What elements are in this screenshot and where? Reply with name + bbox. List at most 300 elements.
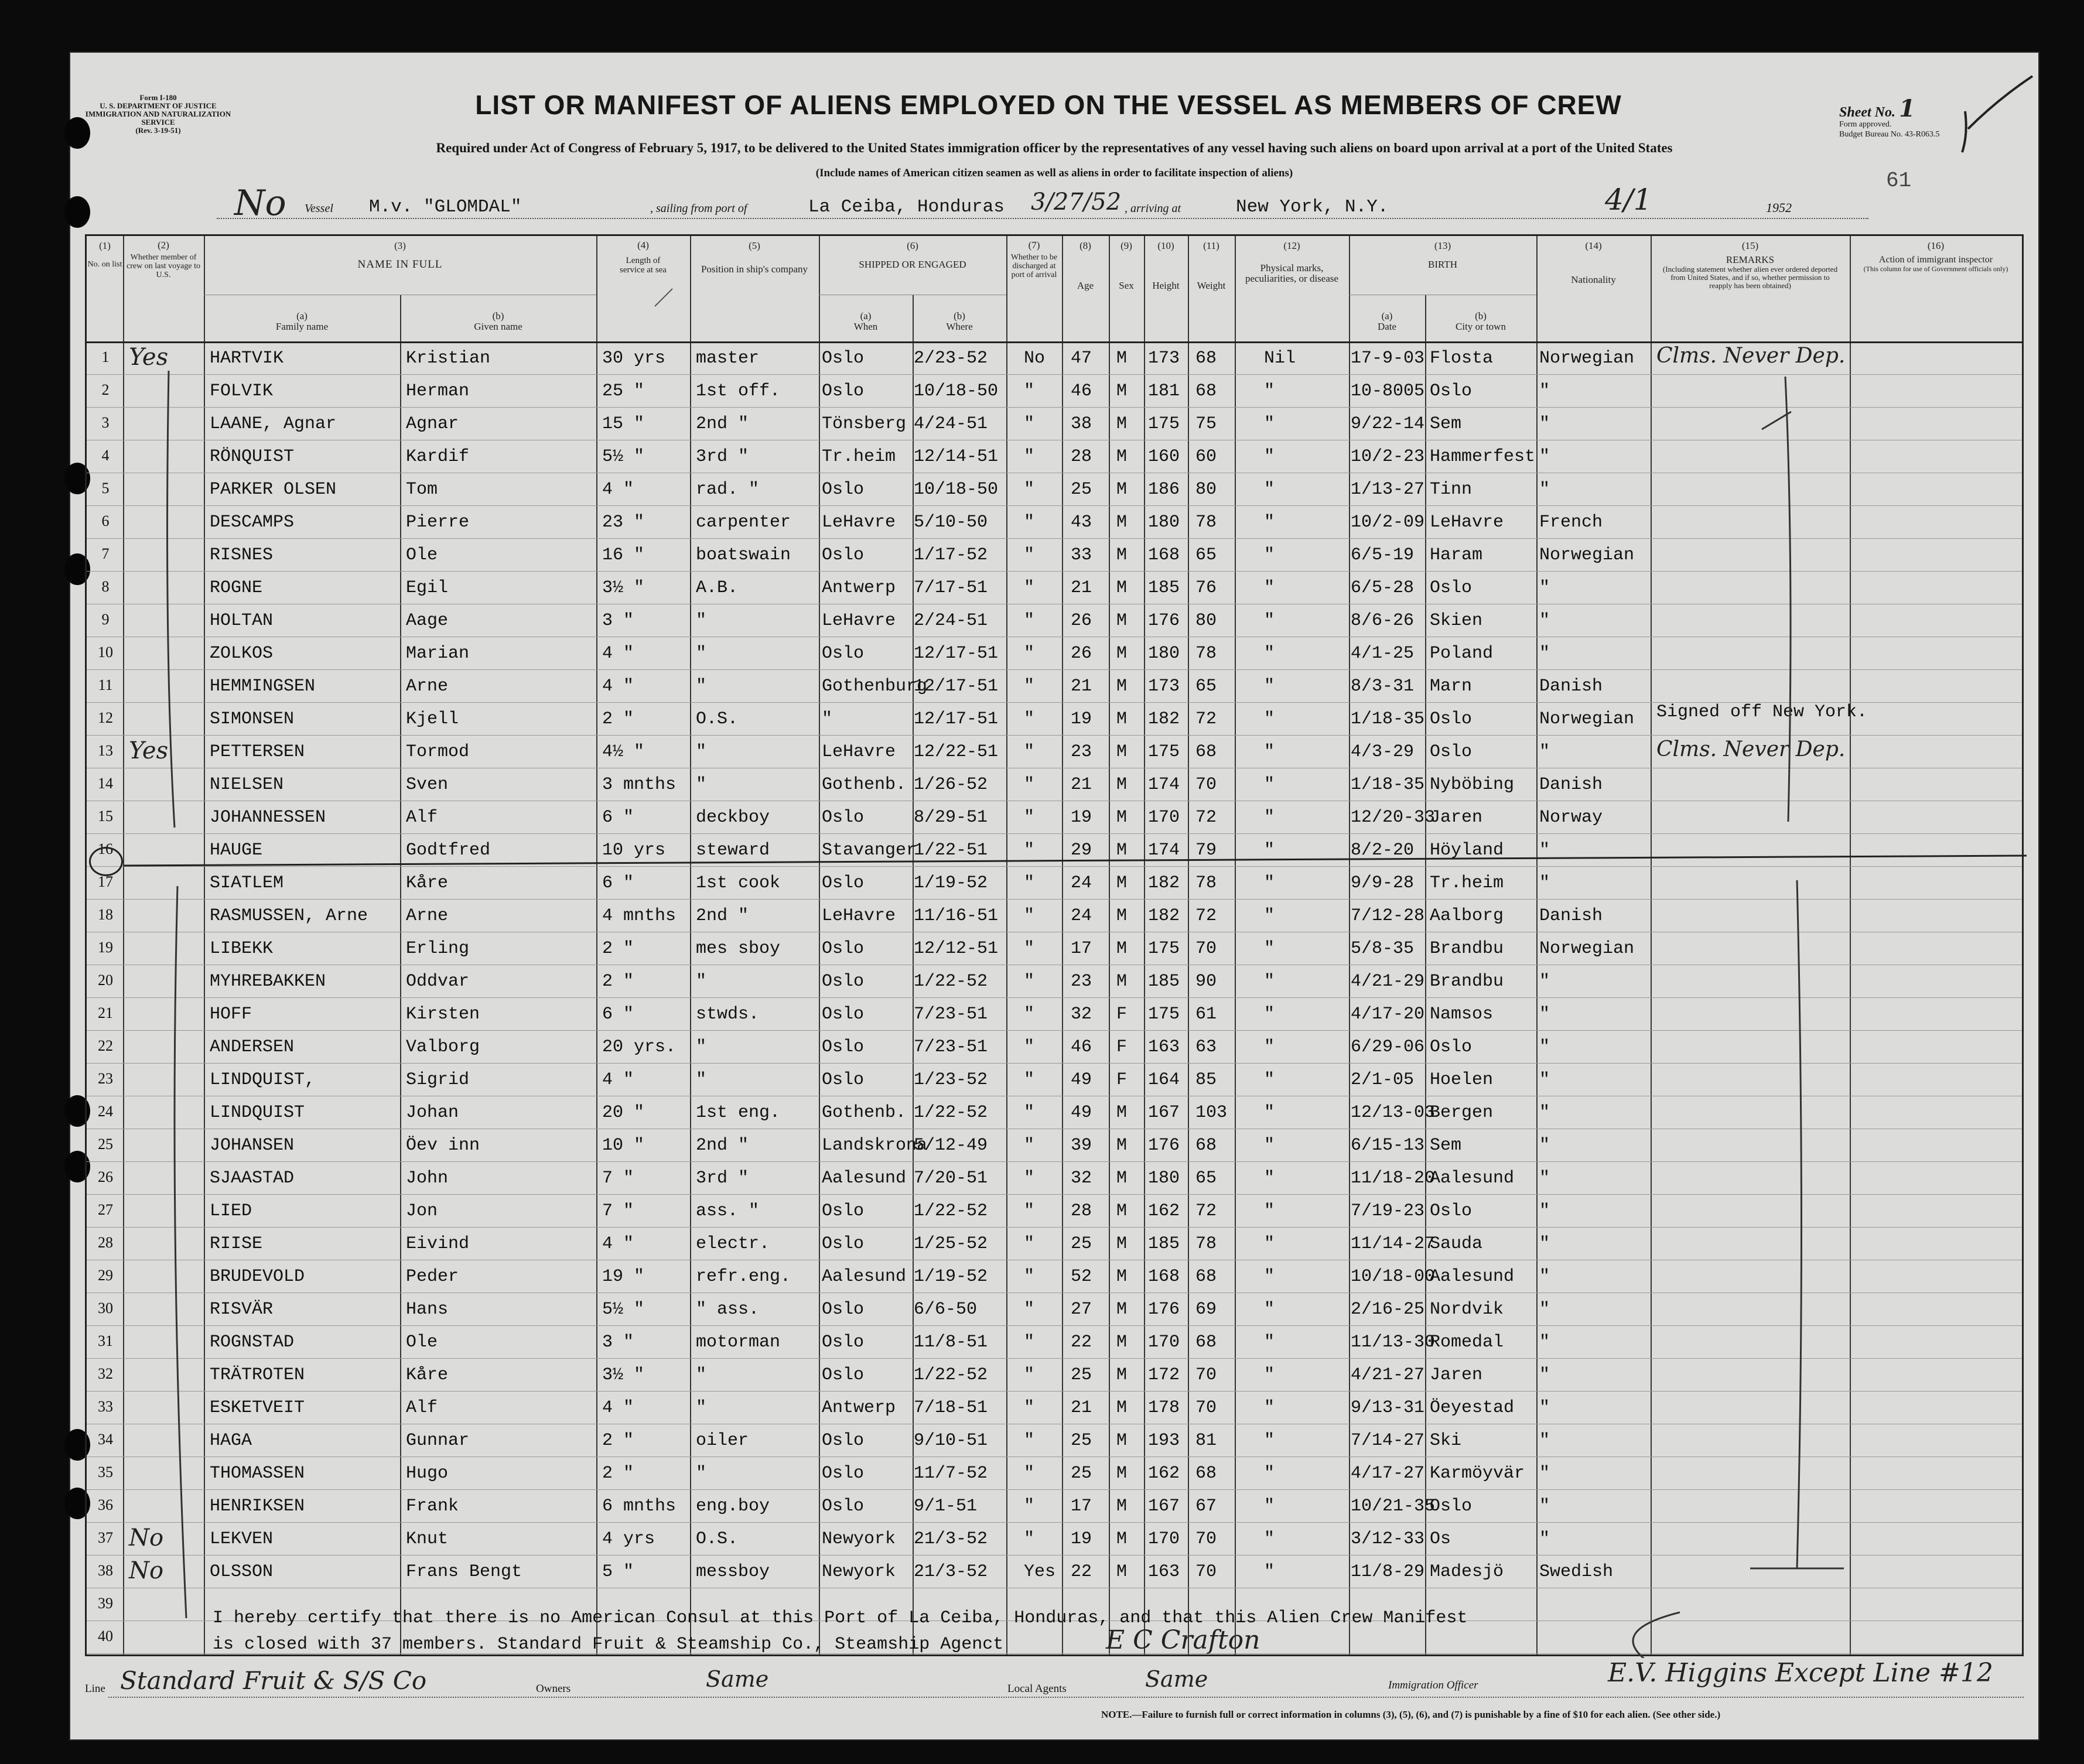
age-cell: 17 (1071, 939, 1092, 959)
height-cell: 186 (1148, 480, 1180, 500)
position-cell: 1st off. (696, 381, 781, 401)
birth-city-cell: Brandbu (1430, 972, 1504, 992)
given-name-cell: Kirsten (406, 1004, 480, 1024)
birth-city-cell: Karmöyvär (1430, 1464, 1525, 1483)
discharge-cell: " (1024, 480, 1035, 500)
age-cell: 25 (1071, 1365, 1092, 1385)
header-birth-date: (a) Date (1377, 310, 1397, 332)
family-name-cell: ZOLKOS (210, 644, 274, 664)
physical-marks-cell: " (1264, 709, 1275, 729)
age-cell: 32 (1071, 1168, 1092, 1188)
family-name-cell: LIED (210, 1201, 252, 1221)
birth-city-cell: Madesjö (1430, 1562, 1504, 1582)
voyage-underline (217, 218, 1868, 219)
shipped-when-cell: Oslo (822, 1300, 865, 1319)
position-cell: master (696, 348, 760, 368)
age-cell: 43 (1071, 512, 1092, 532)
birth-city-cell: Oslo (1430, 709, 1473, 729)
height-cell: 185 (1148, 578, 1180, 598)
shipped-where-cell: 1/25-52 (914, 1234, 988, 1254)
sheet-label (1839, 95, 1915, 122)
birth-date-cell: 8/3-31 (1351, 676, 1415, 696)
family-name-cell: ROGNSTAD (210, 1332, 295, 1352)
header-length-service: (4) Length of service at sea (620, 240, 667, 275)
family-name-cell: HOFF (210, 1004, 252, 1024)
weight-cell: 80 (1195, 480, 1217, 500)
nationality-cell: " (1539, 578, 1550, 598)
age-cell: 21 (1071, 676, 1092, 696)
nationality-cell: Danish (1539, 676, 1603, 696)
shipped-when-cell: Oslo (822, 644, 865, 664)
service-cell: 19 " (602, 1267, 645, 1287)
age-cell: 23 (1071, 742, 1092, 762)
vessel-label: Vessel (305, 202, 333, 215)
given-name-cell: Erling (406, 939, 470, 959)
sex-cell: M (1116, 1234, 1128, 1254)
discharge-cell: " (1024, 1037, 1035, 1057)
shipped-when-cell: Gothenb. (822, 1103, 907, 1123)
nationality-cell: " (1539, 1103, 1550, 1123)
physical-marks-cell: " (1264, 1004, 1275, 1024)
birth-date-cell: 6/5-19 (1351, 545, 1415, 565)
family-name-cell: ESKETVEIT (210, 1398, 305, 1418)
sex-cell: M (1116, 1431, 1128, 1451)
discharge-cell: " (1024, 1496, 1035, 1516)
family-name-cell: NIELSEN (210, 775, 284, 795)
age-cell: 22 (1071, 1562, 1092, 1582)
age-cell: 26 (1071, 644, 1092, 664)
birth-city-cell: Nyböbing (1430, 775, 1515, 795)
sex-cell: F (1116, 1070, 1128, 1090)
sex-cell: M (1116, 578, 1128, 598)
shipped-where-cell: 11/8-51 (914, 1332, 988, 1352)
birth-city-cell: Hoelen (1430, 1070, 1494, 1090)
shipped-when-cell: " (822, 709, 833, 729)
nationality-cell: " (1539, 840, 1550, 860)
position-cell: " (696, 972, 707, 992)
row-number: 4 (101, 447, 110, 464)
sheet-label-text: Sheet No. (1839, 105, 1895, 120)
given-name-cell: Kåre (406, 873, 449, 893)
shipped-when-cell: Oslo (822, 1234, 865, 1254)
position-cell: 2nd " (696, 1136, 749, 1156)
header-name: (3) NAME IN FULL (357, 240, 443, 271)
family-name-cell: SIMONSEN (210, 709, 295, 729)
last-voyage-cell: No (129, 1524, 164, 1551)
row-number: 40 (98, 1628, 113, 1645)
given-name-cell: Tormod (406, 742, 470, 762)
physical-marks-cell: " (1264, 676, 1275, 696)
sex-cell: M (1116, 512, 1128, 532)
birth-date-cell: 12/13-03 (1351, 1103, 1436, 1123)
height-cell: 170 (1148, 1332, 1180, 1352)
physical-marks-cell: " (1264, 1398, 1275, 1418)
given-name-cell: Öev inn (406, 1136, 480, 1156)
position-cell: " (696, 1398, 707, 1418)
sex-cell: M (1116, 1562, 1128, 1582)
service-cell: 3 " (602, 1332, 634, 1352)
physical-marks-cell: Nil (1264, 348, 1296, 368)
row-number: 37 (98, 1529, 113, 1546)
owners-label: Owners (536, 1683, 571, 1695)
shipped-where-cell: 12/17-51 (914, 676, 999, 696)
row-number: 17 (98, 873, 113, 890)
sex-cell: M (1116, 939, 1128, 959)
department: U. S. DEPARTMENT OF JUSTICE (100, 101, 217, 110)
shipped-when-cell: LeHavre (822, 742, 896, 762)
birth-date-cell: 8/6-26 (1351, 611, 1415, 631)
row-number: 5 (101, 480, 110, 497)
physical-marks-cell: " (1264, 512, 1275, 532)
age-cell: 29 (1071, 840, 1092, 860)
last-voyage-cell: Yes (129, 344, 169, 371)
given-name-cell: Sven (406, 775, 449, 795)
birth-date-cell: 7/14-27 (1351, 1431, 1425, 1451)
discharge-cell: No (1024, 348, 1046, 368)
budget-bureau: Budget Bureau No. 43-R063.5 (1839, 130, 1940, 139)
given-name-cell: Knut (406, 1529, 449, 1549)
height-cell: 181 (1148, 381, 1180, 401)
weight-cell: 81 (1195, 1431, 1217, 1451)
birth-date-cell: 6/29-06 (1351, 1037, 1425, 1057)
age-cell: 17 (1071, 1496, 1092, 1516)
age-cell: 26 (1071, 611, 1092, 631)
height-cell: 170 (1148, 808, 1180, 828)
row-number: 11 (98, 676, 113, 693)
family-name-cell: FOLVIK (210, 381, 274, 401)
given-name-cell: Gunnar (406, 1431, 470, 1451)
service-cell: 20 yrs. (602, 1037, 677, 1057)
weight-cell: 78 (1195, 512, 1217, 532)
physical-marks-cell: " (1264, 873, 1275, 893)
header-age: (8) Age (1077, 240, 1094, 291)
weight-cell: 85 (1195, 1070, 1217, 1090)
family-name-cell: LINDQUIST, (210, 1070, 316, 1090)
shipped-when-cell: Oslo (822, 545, 865, 565)
shipped-where-cell: 1/17-52 (914, 545, 988, 565)
service-cell: 6 " (602, 808, 634, 828)
discharge-cell: " (1024, 1004, 1035, 1024)
nationality-cell: " (1539, 1529, 1550, 1549)
physical-marks-cell: " (1264, 1234, 1275, 1254)
row-number: 1 (101, 348, 110, 365)
sheet-check-mark (1945, 64, 2038, 170)
birth-city-cell: Jaren (1430, 1365, 1483, 1385)
physical-marks-cell: " (1264, 775, 1275, 795)
shipped-when-cell: Oslo (822, 1496, 865, 1516)
given-name-cell: Kjell (406, 709, 459, 729)
shipped-where-cell: 11/7-52 (914, 1464, 988, 1483)
row-number: 15 (98, 808, 113, 825)
family-name-cell: HAGA (210, 1431, 252, 1451)
weight-cell: 72 (1195, 1201, 1217, 1221)
birth-date-cell: 8/2-20 (1351, 840, 1415, 860)
height-cell: 185 (1148, 972, 1180, 992)
given-name-cell: John (406, 1168, 449, 1188)
row-number: 12 (98, 709, 113, 726)
birth-date-cell: 10/2-09 (1351, 512, 1425, 532)
position-cell: " (696, 676, 707, 696)
footer-underline (108, 1697, 2024, 1698)
discharge-cell: " (1024, 414, 1035, 434)
discharge-cell: " (1024, 742, 1035, 762)
nationality-cell: Norwegian (1539, 545, 1635, 565)
shipped-where-cell: 1/26-52 (914, 775, 988, 795)
position-cell: motorman (696, 1332, 781, 1352)
discharge-cell: " (1024, 1103, 1035, 1123)
row-number: 26 (98, 1168, 113, 1185)
family-name-cell: JOHANSEN (210, 1136, 295, 1156)
age-cell: 25 (1071, 1234, 1092, 1254)
physical-marks-cell: " (1264, 1103, 1275, 1123)
weight-cell: 72 (1195, 709, 1217, 729)
given-name-cell: Ole (406, 545, 438, 565)
port-to: New York, N.Y. (1236, 197, 1389, 217)
age-cell: 24 (1071, 873, 1092, 893)
birth-date-cell: 4/17-27 (1351, 1464, 1425, 1483)
shipped-when-cell: Antwerp (822, 1398, 896, 1418)
weight-cell: 70 (1195, 775, 1217, 795)
weight-cell: 79 (1195, 840, 1217, 860)
handwritten-marks (87, 236, 2025, 1658)
weight-cell: 70 (1195, 1365, 1217, 1385)
age-cell: 25 (1071, 1431, 1092, 1451)
discharge-cell: " (1024, 381, 1035, 401)
weight-cell: 72 (1195, 906, 1217, 926)
given-name-cell: Kardif (406, 447, 470, 467)
weight-cell: 65 (1195, 676, 1217, 696)
weight-cell: 68 (1195, 742, 1217, 762)
row-number: 39 (98, 1595, 113, 1612)
birth-city-cell: Haram (1430, 545, 1483, 565)
nationality-cell: Danish (1539, 775, 1603, 795)
nationality-cell: " (1539, 644, 1550, 664)
birth-city-cell: Brandbu (1430, 939, 1504, 959)
service-cell: 4 " (602, 1070, 634, 1090)
age-cell: 28 (1071, 1201, 1092, 1221)
birth-city-cell: Tinn (1430, 480, 1473, 500)
height-cell: 174 (1148, 840, 1180, 860)
birth-city-cell: Flosta (1430, 348, 1494, 368)
height-cell: 182 (1148, 709, 1180, 729)
age-cell: 19 (1071, 709, 1092, 729)
height-cell: 176 (1148, 1136, 1180, 1156)
nationality-cell: " (1539, 1398, 1550, 1418)
subnote: (Include names of American citizen seamen as well as aliens in order to facilitate inspection of aliens) (815, 167, 1293, 179)
service-cell: 20 " (602, 1103, 645, 1123)
birth-city-cell: Skien (1430, 611, 1483, 631)
age-cell: 39 (1071, 1136, 1092, 1156)
nationality-cell: Norwegian (1539, 348, 1635, 368)
birth-city-cell: Sem (1430, 414, 1462, 434)
height-cell: 180 (1148, 1168, 1180, 1188)
age-cell: 28 (1071, 447, 1092, 467)
remarks-cell: Clms. Never Dep. (1656, 344, 1846, 368)
family-name-cell: PARKER OLSEN (210, 480, 337, 500)
family-name-cell: LAANE, Agnar (210, 414, 337, 434)
birth-date-cell: 4/21-27 (1351, 1365, 1425, 1385)
birth-date-cell: 4/1-25 (1351, 644, 1415, 664)
shipped-when-cell: Oslo (822, 808, 865, 828)
position-cell: " (696, 1464, 707, 1483)
shipped-when-cell: Oslo (822, 972, 865, 992)
height-cell: 175 (1148, 939, 1180, 959)
shipped-when-cell: Antwerp (822, 578, 896, 598)
shipped-where-cell: 4/24-51 (914, 414, 988, 434)
weight-cell: 60 (1195, 447, 1217, 467)
birth-city-cell: Bergen (1430, 1103, 1494, 1123)
nationality-cell: " (1539, 611, 1550, 631)
height-cell: 193 (1148, 1431, 1180, 1451)
service-cell: 3½ " (602, 1365, 645, 1385)
crew-table (85, 234, 2024, 1656)
service-cell: 2 " (602, 1464, 634, 1483)
position-cell: A.B. (696, 578, 739, 598)
height-cell: 175 (1148, 1004, 1180, 1024)
service-cell: 7 " (602, 1168, 634, 1188)
sex-cell: F (1116, 1037, 1128, 1057)
height-cell: 162 (1148, 1201, 1180, 1221)
position-cell: oiler (696, 1431, 749, 1451)
discharge-cell: " (1024, 1332, 1035, 1352)
height-cell: 180 (1148, 512, 1180, 532)
position-cell: messboy (696, 1562, 770, 1582)
weight-cell: 69 (1195, 1300, 1217, 1319)
sex-cell: M (1116, 480, 1128, 500)
birth-date-cell: 11/13-30 (1351, 1332, 1436, 1352)
shipped-when-cell: Oslo (822, 1201, 865, 1221)
age-cell: 24 (1071, 906, 1092, 926)
service-cell: 30 yrs (602, 348, 666, 368)
service-cell: 2 " (602, 1431, 634, 1451)
manifest-footer (85, 1654, 2024, 1707)
physical-marks-cell: " (1264, 840, 1275, 860)
position-cell: rad. " (696, 480, 760, 500)
shipped-when-cell: Oslo (822, 1070, 865, 1090)
discharge-cell: " (1024, 447, 1035, 467)
header-discharge: (7) Whether to be discharged at port of arrival (1010, 240, 1058, 279)
service-cell: 2 " (602, 972, 634, 992)
position-cell: stwds. (696, 1004, 760, 1024)
shipped-when-cell: Oslo (822, 1037, 865, 1057)
given-name-cell: Egil (406, 578, 449, 598)
row-number: 7 (101, 545, 110, 562)
birth-city-cell: Oslo (1430, 381, 1473, 401)
birth-date-cell: 3/12-33 (1351, 1529, 1425, 1549)
header-action: (16) Action of immigrant inspector (This column for use of Government officials only) (1863, 240, 2008, 273)
shipped-where-cell: 7/23-51 (914, 1004, 988, 1024)
service-cell: 4 " (602, 676, 634, 696)
nationality-cell: " (1539, 1267, 1550, 1287)
discharge-cell: " (1024, 906, 1035, 926)
service-cell: 4 " (602, 644, 634, 664)
row-number: 32 (98, 1365, 113, 1382)
height-cell: 163 (1148, 1562, 1180, 1582)
service-cell: 5½ " (602, 1300, 645, 1319)
shipped-where-cell: 1/22-52 (914, 1103, 988, 1123)
shipped-where-cell: 1/23-52 (914, 1070, 988, 1090)
physical-marks-cell: " (1264, 1267, 1275, 1287)
height-cell: 164 (1148, 1070, 1180, 1090)
weight-cell: 76 (1195, 578, 1217, 598)
row-number: 25 (98, 1136, 113, 1153)
row-number: 34 (98, 1431, 113, 1448)
height-cell: 180 (1148, 644, 1180, 664)
nationality-cell: Norwegian (1539, 939, 1635, 959)
row-number: 6 (101, 512, 110, 529)
service-cell: 4 mnths (602, 906, 677, 926)
punch-hole (64, 196, 90, 228)
position-cell: " (696, 1037, 707, 1057)
physical-marks-cell: " (1264, 414, 1275, 434)
service-cell: 3 " (602, 611, 634, 631)
given-name-cell: Arne (406, 906, 449, 926)
birth-city-cell: Sauda (1430, 1234, 1483, 1254)
shipped-when-cell: Newyork (822, 1562, 896, 1582)
position-cell: carpenter (696, 512, 791, 532)
shipped-when-cell: Oslo (822, 1431, 865, 1451)
birth-date-cell: 1/18-35 (1351, 709, 1425, 729)
sex-cell: M (1116, 1168, 1128, 1188)
weight-cell: 78 (1195, 873, 1217, 893)
row-number: 2 (101, 381, 110, 398)
header-when: (a) When (853, 310, 878, 332)
sex-cell: M (1116, 414, 1128, 434)
weight-cell: 68 (1195, 1464, 1217, 1483)
shipped-where-cell: 1/19-52 (914, 1267, 988, 1287)
discharge-cell: " (1024, 1431, 1035, 1451)
position-cell: " (696, 1365, 707, 1385)
age-cell: 49 (1071, 1103, 1092, 1123)
position-cell: mes sboy (696, 939, 781, 959)
service-cell: 2 " (602, 939, 634, 959)
position-cell: eng.boy (696, 1496, 770, 1516)
discharge-cell: " (1024, 1267, 1035, 1287)
family-name-cell: LEKVEN (210, 1529, 274, 1549)
service-cell: 4 " (602, 480, 634, 500)
shipped-where-cell: 7/17-51 (914, 578, 988, 598)
discharge-cell: " (1024, 808, 1035, 828)
discharge-cell: " (1024, 578, 1035, 598)
row-number: 13 (98, 742, 113, 759)
nationality-cell: " (1539, 1037, 1550, 1057)
discharge-cell: " (1024, 709, 1035, 729)
service-cell: 4 " (602, 1398, 634, 1418)
weight-cell: 70 (1195, 1529, 1217, 1549)
height-cell: 168 (1148, 1267, 1180, 1287)
nationality-cell: " (1539, 1070, 1550, 1090)
birth-date-cell: 6/15-13 (1351, 1136, 1425, 1156)
service-cell: 25 " (602, 381, 645, 401)
family-name-cell: LINDQUIST (210, 1103, 305, 1123)
nationality-cell: Swedish (1539, 1562, 1614, 1582)
physical-marks-cell: " (1264, 1300, 1275, 1319)
service-cell: 5½ " (602, 447, 645, 467)
given-name-cell: Ole (406, 1332, 438, 1352)
birth-date-cell: 11/8-29 (1351, 1562, 1425, 1582)
birth-date-cell: 1/18-35 (1351, 775, 1425, 795)
shipped-where-cell: 1/19-52 (914, 873, 988, 893)
row-number: 19 (98, 939, 113, 956)
family-name-cell: RIISE (210, 1234, 263, 1254)
officer-value: E.V. Higgins Except Line #12 (1608, 1658, 1993, 1688)
sex-cell: F (1116, 1004, 1128, 1024)
given-name-cell: Agnar (406, 414, 459, 434)
nationality-cell: Norwegian (1539, 709, 1635, 729)
physical-marks-cell: " (1264, 381, 1275, 401)
header-birth: (13) BIRTH (1428, 240, 1457, 270)
height-cell: 182 (1148, 873, 1180, 893)
